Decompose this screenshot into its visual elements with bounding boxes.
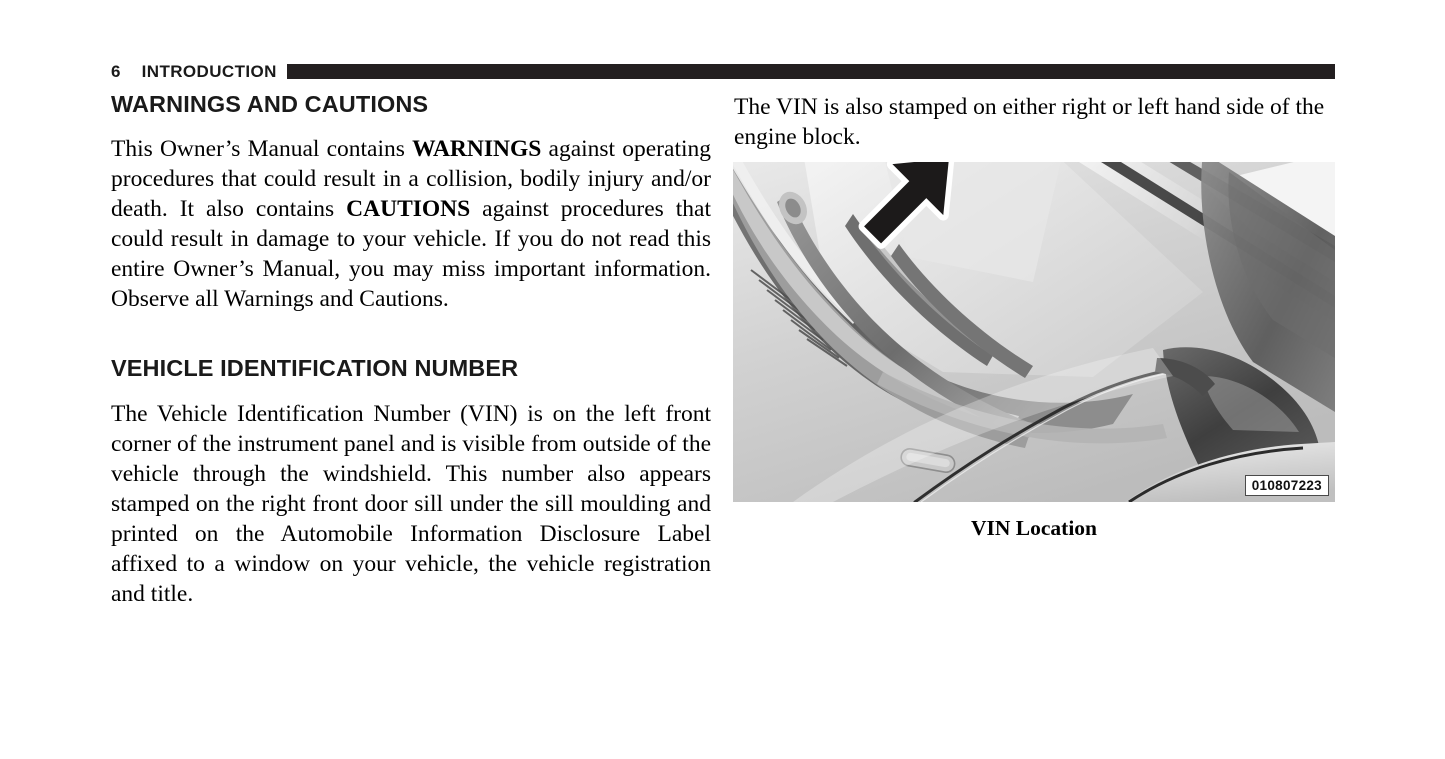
photo-credit-number: 010807223	[1245, 475, 1329, 496]
paragraph-vin-engine-block: The VIN is also stamped on either right or left hand side of the engine block.	[734, 94, 1325, 150]
paragraph-warnings-and-cautions	[111, 134, 711, 314]
emphasis-warnings: WARNINGS	[412, 136, 542, 163]
page-number: 6	[111, 61, 121, 81]
paragraph-vehicle-identification-number: The Vehicle Identification Number (VIN) is on the left front corner of the instrument panel and is visible from outside of the vehicle through the windshield. This number also appears stamped on the right front door sill under the sill moulding and printed on the Automobile Information Disclosure Label affixed to a window on your vehicle, the vehicle registration and title.	[111, 400, 711, 607]
text-fragment: against procedures that could result in damage to your vehicle. If you do not read this entire Owner’s Manual, you may miss important information. Observe all Warnings and Cautions.	[111, 196, 712, 313]
figure-caption: VIN Location	[970, 516, 1098, 540]
section-title: INTRODUCTION	[141, 61, 277, 81]
page-header	[111, 60, 1335, 82]
text-fragment: This Owner’s Manual contains	[111, 136, 413, 163]
right-column	[734, 92, 1335, 152]
header-rule	[287, 64, 1335, 79]
heading-vehicle-identification-number: VEHICLE IDENTIFICATION NUMBER	[111, 355, 519, 382]
left-column	[111, 92, 711, 609]
vin-location-illustration	[733, 162, 1335, 502]
heading-warnings-and-cautions: WARNINGS AND CAUTIONS	[111, 91, 429, 117]
figure-vin-location	[733, 162, 1335, 542]
vin-location-photo	[733, 162, 1335, 502]
emphasis-cautions: CAUTIONS	[346, 196, 471, 223]
text-fragment: against operating procedures that could result in a collision, bodily injury and/or death. It also contains	[111, 136, 711, 223]
